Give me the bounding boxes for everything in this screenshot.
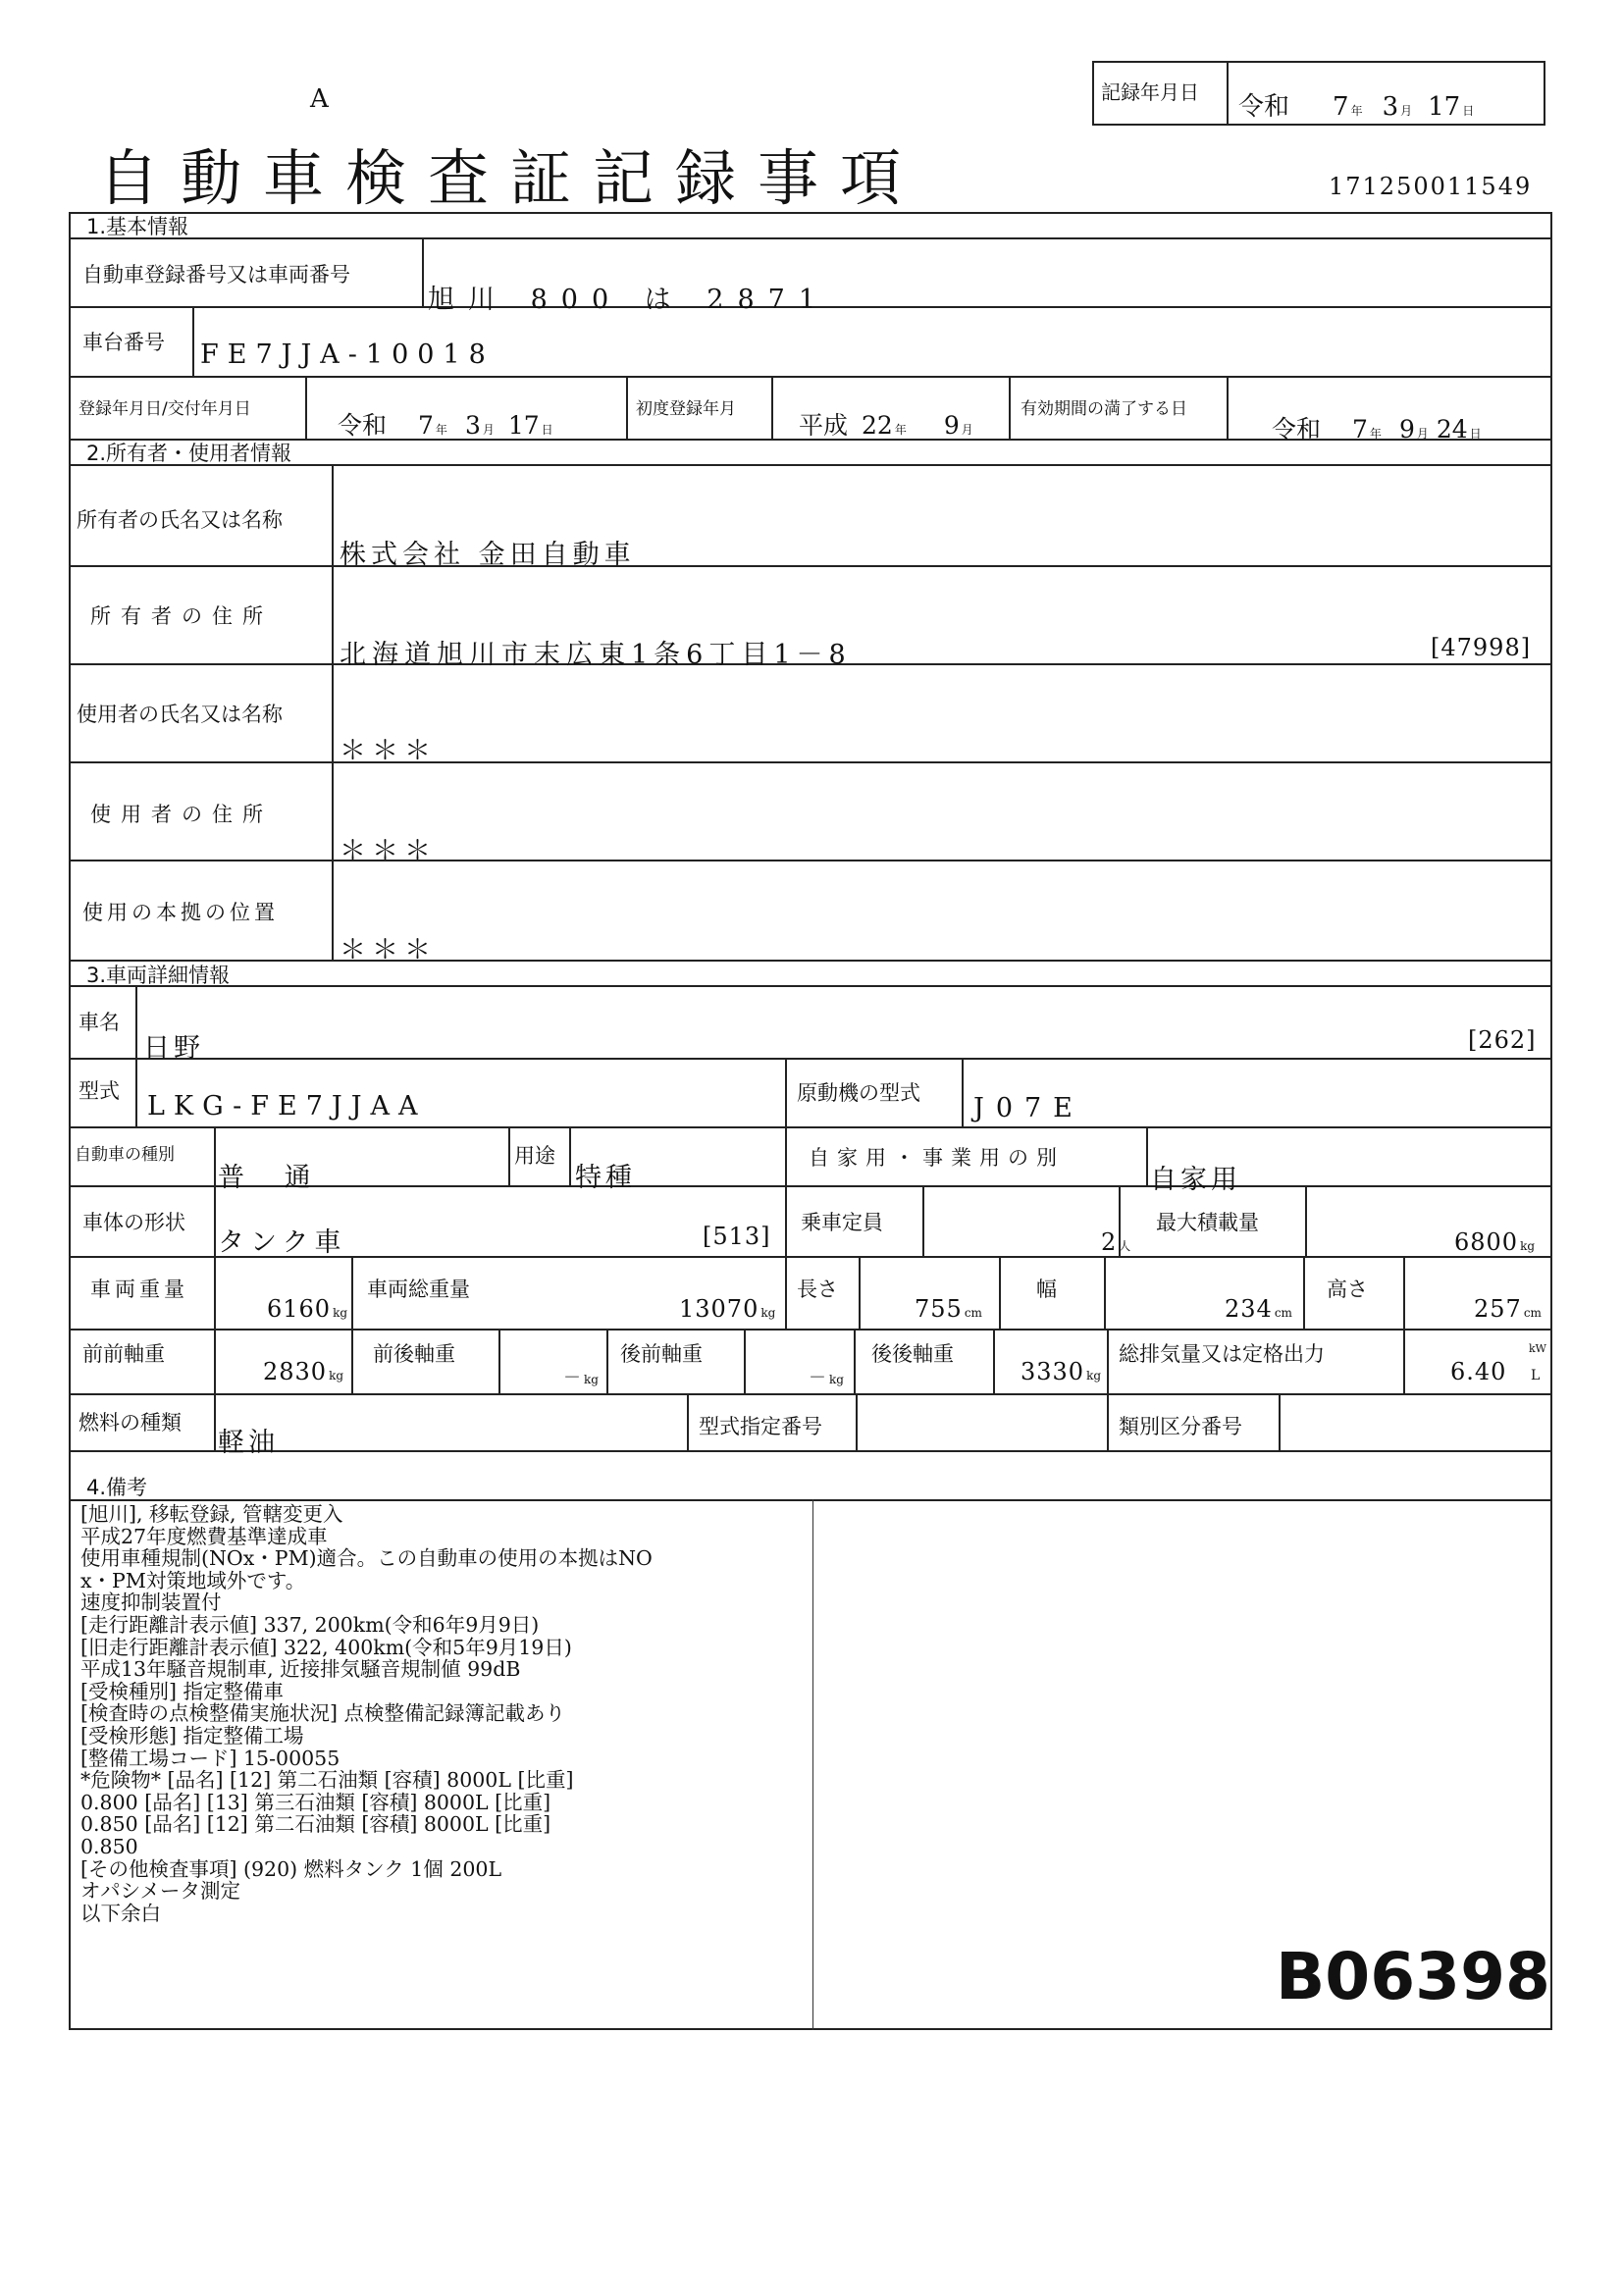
document-number: 171250011549 [1329, 173, 1533, 200]
vehicle-weight-value: 6160 kg [267, 1295, 348, 1323]
reg-number-label: 自動車登録番号又は車両番号 [82, 263, 350, 287]
user-name-label: 使用者の氏名又は名称 [77, 703, 283, 726]
base-location-value: ＊＊＊ [340, 935, 437, 965]
rr-axle-label: 後後軸重 [871, 1342, 954, 1366]
body-shape-code: [513] [703, 1223, 771, 1250]
purpose-value: 自家用 [1150, 1165, 1241, 1195]
make-value: 日野 [143, 1033, 204, 1064]
remark-line: 0.850 [80, 1834, 138, 1858]
user-address-value: ＊＊＊ [340, 836, 437, 866]
remark-line: [受検形態] 指定整備工場 [80, 1723, 304, 1748]
capacity-label: 乗車定員 [801, 1211, 883, 1234]
height-value: 257 cm [1474, 1295, 1542, 1323]
ff-axle-value: 2830 kg [263, 1358, 344, 1385]
section-2-title: 2.所有者・使用者情報 [86, 442, 292, 465]
owner-name-value: 株式会社 金田自動車 [340, 540, 636, 570]
body-shape-value: タンク車 [218, 1227, 347, 1258]
engine-label: 原動機の型式 [797, 1081, 920, 1105]
remark-line: [受検種別] 指定整備車 [80, 1679, 285, 1703]
make-code: [262] [1468, 1026, 1537, 1054]
fr-axle-value: － kg [563, 1368, 599, 1388]
user-address-label: 使用者の住所 [90, 803, 273, 826]
remark-line: *危険物* [品名] [12] 第二石油類 [容積] 8000L [比重] [80, 1768, 574, 1793]
reg-date-value: 令和 7 年 3 月 17 日 [338, 411, 553, 440]
usage-label: 用途 [514, 1144, 555, 1168]
displacement-unit-l: L [1531, 1368, 1541, 1383]
engine-value: J07E [973, 1093, 1084, 1123]
width-label: 幅 [1036, 1278, 1057, 1301]
user-name-value: ＊＊＊ [340, 736, 437, 766]
record-date-label: 記録年月日 [1101, 80, 1199, 104]
rr-axle-value: 3330 kg [1021, 1358, 1102, 1385]
remark-line: 0.800 [品名] [13] 第三石油類 [容積] 8000L [比重] [80, 1790, 551, 1814]
capacity-value: 2 人 [1101, 1228, 1131, 1256]
reg-date-label: 登録年月日/交付年月日 [79, 399, 251, 419]
owner-address-code: [47998] [1431, 634, 1532, 661]
owner-address-label: 所有者の住所 [90, 604, 273, 628]
category-value: 普 通 [218, 1163, 327, 1193]
gross-weight-label: 車両総重量 [367, 1278, 470, 1301]
remark-line: 0.850 [品名] [12] 第二石油類 [容積] 8000L [比重] [80, 1812, 551, 1837]
max-load-label: 最大積載量 [1156, 1211, 1259, 1234]
stamp-number: B06398 [1276, 1939, 1550, 2014]
section-3-title: 3.車両詳細情報 [86, 964, 231, 987]
remarks-list [80, 1503, 653, 1924]
purpose-label: 自家用・事業用の別 [809, 1146, 1065, 1170]
page-title: 自動車検査証記録事項 [98, 142, 923, 214]
expiry-value: 令和 7 年 9 月 24 日 [1272, 415, 1482, 444]
displacement-value: 6.40 [1450, 1358, 1507, 1385]
expiry-label: 有効期間の満了する日 [1021, 399, 1187, 419]
base-location-label: 使用の本拠の位置 [82, 901, 279, 924]
max-load-value: 6800 kg [1454, 1228, 1536, 1256]
fuel-value: 軽油 [218, 1428, 279, 1458]
remark-line: 速度抑制装置付 [80, 1591, 222, 1615]
record-date-value: 令和 7 年 3 月 17 日 [1238, 92, 1475, 122]
height-label: 高さ [1327, 1278, 1368, 1301]
remark-line: [整備工場コード] 15-00055 [80, 1746, 340, 1770]
length-value: 755 cm [915, 1295, 982, 1323]
remark-line: [検査時の点検整備実施状況] 点検整備記録簿記載あり [80, 1701, 566, 1726]
body-shape-label: 車体の形状 [82, 1211, 185, 1234]
chassis-number-label: 車台番号 [82, 331, 165, 354]
owner-name-label: 所有者の氏名又は名称 [77, 508, 283, 532]
length-label: 長さ [797, 1278, 838, 1301]
rf-axle-label: 後前軸重 [620, 1342, 703, 1366]
remark-line: x・PM対策地域外です。 [80, 1568, 306, 1592]
width-value: 234 cm [1225, 1295, 1292, 1323]
section-1-title: 1.基本情報 [86, 215, 189, 238]
remark-line: [旭川], 移転登録, 管轄変更入 [80, 1502, 343, 1526]
fuel-label: 燃料の種類 [79, 1411, 182, 1435]
category-label: 自動車の種別 [75, 1145, 175, 1165]
model-label: 型式 [79, 1079, 120, 1103]
owner-address-value: 北海道旭川市末広東1条6丁目1－8 [340, 640, 852, 670]
remark-line: [その他検査事項] (920) 燃料タンク 1個 200L [80, 1856, 502, 1881]
remark-line: 使用車種規制(NOx・PM)適合。この自動車の使用の本拠はNO [80, 1546, 653, 1571]
first-reg-value: 平成 22 年 9 月 [799, 411, 973, 440]
rf-axle-value: － kg [809, 1368, 844, 1388]
first-reg-label: 初度登録年月 [636, 399, 736, 419]
remark-line: 平成27年度燃費基準達成車 [80, 1524, 328, 1548]
ff-axle-label: 前前軸重 [82, 1342, 165, 1366]
document-mark: A [310, 84, 329, 114]
remark-line: 以下余白 [80, 1901, 161, 1925]
remark-line: [走行距離計表示値] 337, 200km(令和6年9月9日) [80, 1612, 540, 1637]
displacement-label: 総排気量又は定格出力 [1119, 1342, 1325, 1366]
displacement-unit-kw: kW [1529, 1342, 1546, 1355]
reg-number-value: 旭川 800 は 2871 [428, 285, 829, 315]
remark-line: [旧走行距離計表示値] 322, 400km(令和5年9月19日) [80, 1635, 572, 1659]
section-4-title: 4.備考 [86, 1476, 148, 1499]
model-value: LKG-FE7JJAA [147, 1091, 427, 1122]
vehicle-weight-label: 車両重量 [90, 1278, 188, 1301]
type-designation-label: 型式指定番号 [699, 1415, 822, 1438]
class-number-label: 類別区分番号 [1119, 1415, 1242, 1438]
usage-value: 特種 [575, 1163, 636, 1193]
make-label: 車名 [79, 1011, 120, 1034]
chassis-number-value: FE7JJA-10018 [200, 339, 495, 370]
remark-line: オパシメータ測定 [80, 1879, 240, 1904]
gross-weight-value: 13070 kg [679, 1295, 776, 1323]
fr-axle-label: 前後軸重 [373, 1342, 455, 1366]
remark-line: 平成13年騒音規制車, 近接排気騒音規制値 99dB [80, 1657, 521, 1682]
